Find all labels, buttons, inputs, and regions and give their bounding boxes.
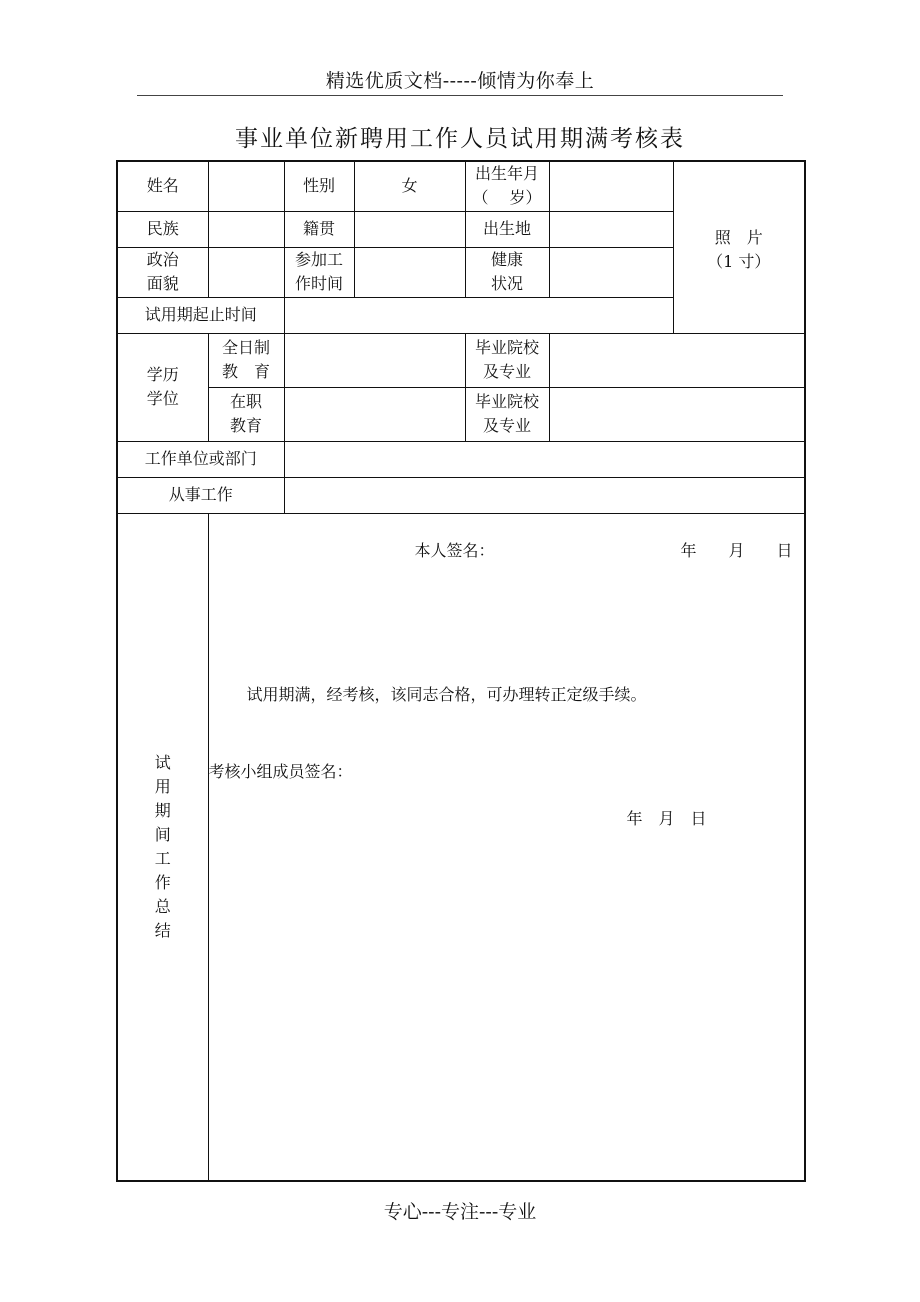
school-major-label-inservice: [465, 387, 549, 441]
form-title: 事业单位新聘用工作人员试用期满考核表: [235, 126, 685, 152]
birth-date-field[interactable]: [549, 161, 673, 211]
job-label: 从事工作: [117, 477, 284, 513]
row-summary: [117, 513, 805, 1181]
name-field[interactable]: [208, 161, 284, 211]
self-signature-label: 本人签名：: [414, 540, 495, 560]
education-label-line1: 学历: [146, 365, 179, 384]
header-divider: [137, 95, 783, 96]
school-label-line2: 及专业: [482, 362, 531, 381]
row-job: [117, 477, 805, 513]
fulltime-label-line2: 教 育: [221, 362, 270, 381]
gender-field[interactable]: 女: [354, 161, 465, 211]
health-label: [465, 247, 549, 297]
name-label: 姓名: [117, 161, 208, 211]
inservice-label-line1: 在职: [229, 392, 262, 411]
birth-date-label: [465, 161, 549, 211]
photo-label: 照 片: [714, 228, 763, 247]
row-education-fulltime: [117, 333, 805, 387]
panel-signature-label: 考核小组成员签名：: [208, 761, 353, 781]
row-basic-1: [117, 161, 805, 211]
native-place-field[interactable]: [354, 211, 465, 247]
birthplace-label: 出生地: [465, 211, 549, 247]
work-start-label-line1: 参加工: [294, 250, 343, 269]
health-label-line2: 状况: [490, 274, 523, 293]
ethnicity-field[interactable]: [208, 211, 284, 247]
job-field[interactable]: [284, 477, 805, 513]
fulltime-label-line1: 全日制: [221, 338, 270, 357]
health-field[interactable]: [549, 247, 673, 297]
gender-label: 性别: [284, 161, 354, 211]
political-status-label: [117, 247, 208, 297]
school-label-line1: 毕业院校: [474, 338, 539, 357]
inservice-label-line2: 教育: [229, 416, 262, 435]
work-start-label: [284, 247, 354, 297]
political-status-label-line2: 面貌: [146, 274, 179, 293]
summary-label: 试用期间工作总结: [154, 752, 171, 940]
probation-period-field[interactable]: [284, 297, 673, 333]
birth-date-label-line2: （ 岁）: [472, 188, 542, 208]
assessment-form-table: [116, 160, 806, 1182]
page-header: 精选优质文档-----倾情为你奉上: [325, 70, 595, 92]
inservice-education-label: [208, 387, 284, 441]
school-label-line2: 及专业: [482, 416, 531, 435]
birth-date-label-line1: 出生年月: [474, 164, 539, 184]
page-footer: 专心---专注---专业: [383, 1201, 537, 1223]
self-signature-date: 年 月 日: [680, 540, 793, 560]
ethnicity-label: 民族: [117, 211, 208, 247]
conclusion-text: 试用期满，经考核，该同志合格，可办理转正定级手续。: [246, 684, 647, 704]
inservice-education-field[interactable]: [284, 387, 465, 441]
school-major-field-fulltime[interactable]: [549, 333, 805, 387]
photo-box[interactable]: [673, 161, 805, 333]
work-start-label-line2: 作时间: [294, 274, 343, 293]
probation-period-label: 试用期起止时间: [117, 297, 284, 333]
education-degree-label: [117, 333, 208, 441]
school-major-field-inservice[interactable]: [549, 387, 805, 441]
political-status-field[interactable]: [208, 247, 284, 297]
panel-signature-date: 年 月 日: [626, 808, 707, 828]
health-label-line1: 健康: [490, 250, 523, 269]
photo-size-label: （1 寸）: [707, 252, 771, 271]
school-major-label-fulltime: [465, 333, 549, 387]
birthplace-field[interactable]: [549, 211, 673, 247]
native-place-label: 籍贯: [284, 211, 354, 247]
school-label-line1: 毕业院校: [474, 392, 539, 411]
row-work-unit: [117, 441, 805, 477]
education-label-line2: 学位: [146, 389, 179, 408]
political-status-label-line1: 政治: [146, 250, 179, 269]
row-education-inservice: [117, 387, 805, 441]
fulltime-education-field[interactable]: [284, 333, 465, 387]
work-unit-label: 工作单位或部门: [117, 441, 284, 477]
fulltime-education-label: [208, 333, 284, 387]
summary-area[interactable]: [208, 513, 805, 1181]
work-unit-field[interactable]: [284, 441, 805, 477]
summary-label-cell: [117, 513, 208, 1181]
work-start-field[interactable]: [354, 247, 465, 297]
